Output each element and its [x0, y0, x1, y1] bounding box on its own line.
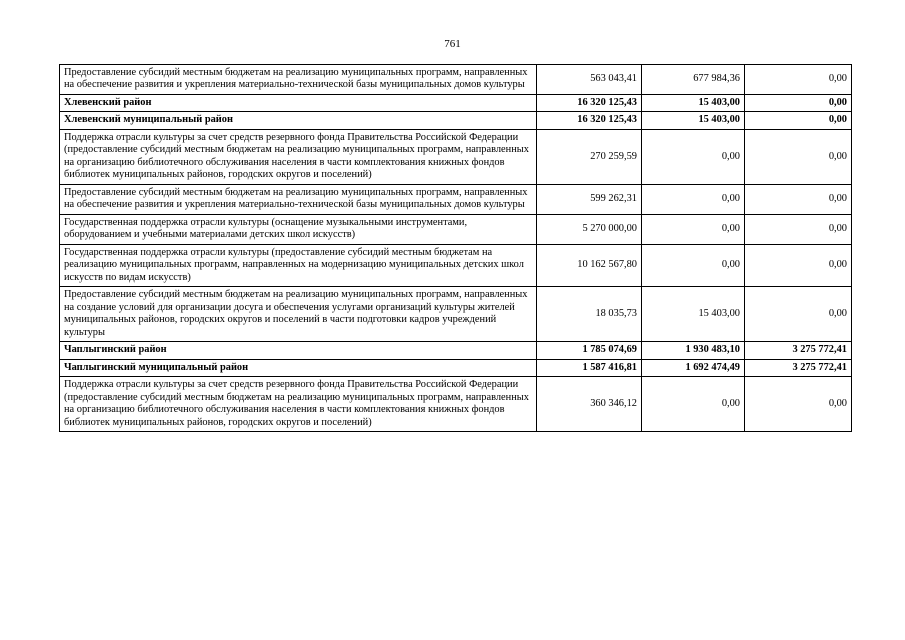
row-value-2: 0,00: [642, 184, 745, 214]
row-value-1: 1 587 416,81: [537, 359, 642, 376]
budget-table: [59, 64, 852, 432]
row-value-1: 599 262,31: [537, 184, 642, 214]
row-description: Предоставление субсидий местным бюджетам на реализацию муниципальных программ, направленных на обеспечение развития и укрепления материально-технической базы муниципальных домов культуры: [60, 184, 537, 214]
row-value-3: 0,00: [745, 129, 852, 184]
row-value-1: 563 043,41: [537, 65, 642, 95]
row-value-3: 0,00: [745, 377, 852, 432]
row-value-1: 16 320 125,43: [537, 94, 642, 111]
table-row: [60, 342, 852, 359]
row-value-2: 1 692 474,49: [642, 359, 745, 376]
row-value-2: 0,00: [642, 244, 745, 286]
row-description: Предоставление субсидий местным бюджетам на реализацию муниципальных программ, направленных на обеспечение развития и укрепления материально-технической базы муниципальных домов культуры: [60, 65, 537, 95]
row-value-3: 0,00: [745, 287, 852, 342]
table-row: [60, 94, 852, 111]
table-row: [60, 244, 852, 286]
row-description: Чаплыгинский район: [60, 342, 537, 359]
row-description: Государственная поддержка отрасли культуры (предоставление субсидий местным бюджетам на реализацию муниципальных программ, направленных на модернизацию муниципальных детских школ искусств по видам искусств): [60, 244, 537, 286]
row-value-2: 0,00: [642, 214, 745, 244]
row-value-2: 677 984,36: [642, 65, 745, 95]
table-row: [60, 287, 852, 342]
row-description: Поддержка отрасли культуры за счет средств резервного фонда Правительства Российской Федерации (предоставление субсидий местным бюджетам на реализацию муниципальных программ, направленных на организацию библиотечного обслуживания населения в части комплектования книжных фондов библиотек муниципальных районов, городских округов и поселений): [60, 129, 537, 184]
row-value-2: 15 403,00: [642, 287, 745, 342]
table-row: [60, 184, 852, 214]
row-value-3: 0,00: [745, 94, 852, 111]
row-description: Государственная поддержка отрасли культуры (оснащение музыкальными инструментами, оборудованием и учебными материалами детских школ искусств): [60, 214, 537, 244]
row-value-1: 1 785 074,69: [537, 342, 642, 359]
row-value-1: 270 259,59: [537, 129, 642, 184]
row-description: Хлевенский район: [60, 94, 537, 111]
row-value-2: 15 403,00: [642, 112, 745, 129]
row-value-1: 10 162 567,80: [537, 244, 642, 286]
row-description: Поддержка отрасли культуры за счет средств резервного фонда Правительства Российской Федерации (предоставление субсидий местным бюджетам на реализацию муниципальных программ, направленных на организацию библиотечного обслуживания населения в части комплектования книжных фондов библиотек муниципальных районов, городских округов и поселений): [60, 377, 537, 432]
row-value-3: 0,00: [745, 214, 852, 244]
table-row: [60, 65, 852, 95]
row-value-1: 16 320 125,43: [537, 112, 642, 129]
row-value-1: 5 270 000,00: [537, 214, 642, 244]
row-description: Предоставление субсидий местным бюджетам на реализацию муниципальных программ, направленных на создание условий для организации досуга и обеспечения услугами организаций культуры жителей муниципальных районов, городских округов и поселений в части подготовки кадров учреждений культуры: [60, 287, 537, 342]
table-row: [60, 359, 852, 376]
row-value-3: 0,00: [745, 112, 852, 129]
row-value-3: 0,00: [745, 65, 852, 95]
row-value-3: 0,00: [745, 244, 852, 286]
budget-table-body: [60, 65, 852, 432]
row-value-2: 1 930 483,10: [642, 342, 745, 359]
row-value-2: 0,00: [642, 129, 745, 184]
row-description: Хлевенский муниципальный район: [60, 112, 537, 129]
table-row: [60, 129, 852, 184]
row-value-1: 18 035,73: [537, 287, 642, 342]
row-value-2: 0,00: [642, 377, 745, 432]
page-number: 761: [444, 38, 461, 50]
row-value-3: 0,00: [745, 184, 852, 214]
row-value-1: 360 346,12: [537, 377, 642, 432]
row-value-2: 15 403,00: [642, 94, 745, 111]
table-row: [60, 377, 852, 432]
row-value-3: 3 275 772,41: [745, 359, 852, 376]
table-row: [60, 214, 852, 244]
row-description: Чаплыгинский муниципальный район: [60, 359, 537, 376]
row-value-3: 3 275 772,41: [745, 342, 852, 359]
table-row: [60, 112, 852, 129]
